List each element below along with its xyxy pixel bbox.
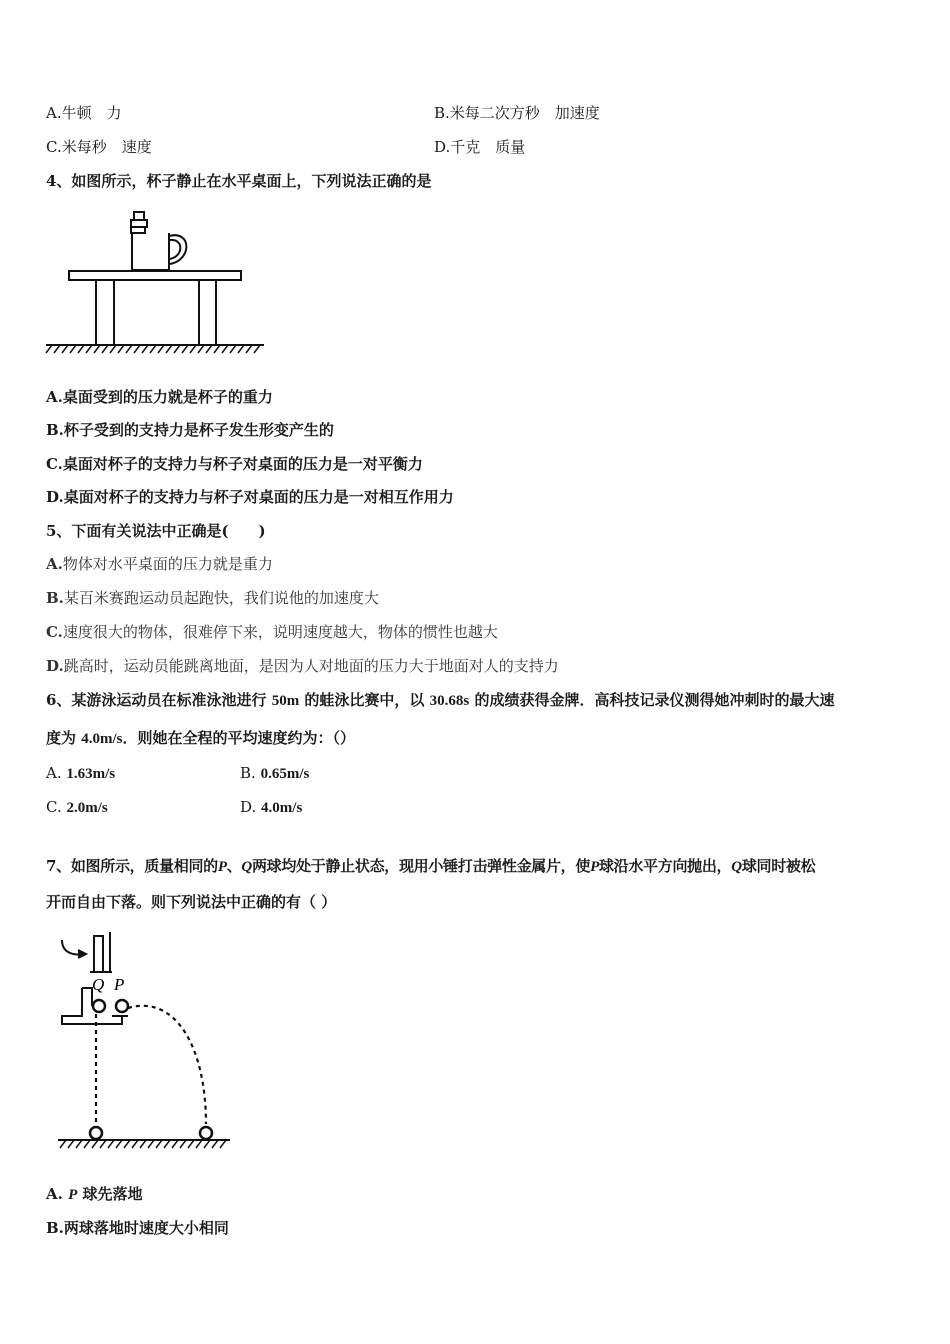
q6-option-d: [240, 797, 302, 818]
option-label: C.: [46, 138, 62, 156]
q6-option-a: [46, 763, 115, 784]
option-label: A.: [46, 104, 62, 122]
ball-p-label: P: [217, 859, 227, 875]
q7-option-a: [46, 1184, 143, 1205]
option-text: 牛顿 力: [61, 104, 122, 122]
option-text: 0.65m/s: [260, 766, 310, 782]
option-text: 桌面对杯子的支持力与杯子对桌面的压力是一对平衡力: [62, 455, 423, 473]
stem-text: 球沿水平方向抛出，: [598, 857, 732, 875]
option-text: 4.0m/s: [261, 800, 303, 816]
q5-stem: 5、下面有关说法中正确是( ): [46, 522, 266, 540]
q7-stem-line1: [46, 856, 815, 877]
option-text: 千克 质量: [450, 138, 526, 156]
option-text: 跳高时，运动员能跳离地面，是因为人对地面的压力大于地面对人的支持力: [63, 657, 559, 675]
q3-option-d: [434, 137, 525, 157]
option-label: D.: [434, 138, 451, 156]
option-label: B.: [46, 589, 64, 607]
stem-text: 、: [226, 857, 242, 875]
cup-on-table-figure: [44, 208, 268, 358]
option-text: 两球落地时速度大小相同: [63, 1219, 229, 1237]
stem-text: 度为: [46, 729, 77, 747]
q5-option-b: [46, 588, 379, 608]
option-label: C.: [46, 623, 63, 641]
option-label: C.: [46, 455, 63, 473]
q3-option-a: [46, 103, 122, 123]
stem-text: 的成绩获得金牌．高科技记录仪测得她冲刺时的最大速: [474, 691, 835, 709]
table-icon: [69, 271, 241, 345]
ground-icon: [46, 345, 264, 353]
distance-value: 50m: [271, 693, 300, 709]
option-label: A.: [46, 555, 63, 573]
option-label: D.: [240, 798, 257, 816]
fig-label-q: Q: [92, 975, 105, 994]
option-label: A.: [46, 1185, 63, 1203]
stem-text: 6、某游泳运动员在标准泳池进行: [46, 691, 267, 709]
ball-q-label: Q: [241, 859, 252, 875]
stem-text: 球同时被松: [741, 857, 816, 875]
option-label: B.: [46, 1219, 64, 1237]
stem-text: 7、如图所示，质量相同的: [46, 857, 218, 875]
q4-option-d: [46, 487, 454, 507]
option-text: 球先落地: [82, 1185, 143, 1203]
option-text: 2.0m/s: [66, 800, 108, 816]
hammer-icon: [62, 932, 112, 972]
projectile-experiment-figure: [56, 928, 236, 1158]
option-text: 桌面受到的压力就是杯子的重力: [62, 388, 273, 406]
ball-q-label: Q: [731, 859, 742, 875]
q5-option-c: [46, 622, 498, 642]
q6-stem-line1: [46, 690, 835, 711]
q4-stem: 4、如图所示，杯子静止在水平桌面上，下列说法正确的是: [46, 172, 432, 190]
option-text: 某百米赛跑运动员起跑快，我们说他的加速度大: [63, 589, 379, 607]
q4-option-c: [46, 454, 423, 474]
option-text: 物体对水平桌面的压力就是重力: [62, 555, 273, 573]
option-label: D.: [46, 657, 64, 675]
q6-option-c: [46, 797, 108, 818]
stem-text: 的蛙泳比赛中，以: [304, 691, 425, 709]
q4-option-a: [46, 387, 273, 407]
option-label: C.: [46, 798, 62, 816]
q5-option-a: [46, 554, 273, 574]
option-text: 杯子受到的支持力是杯子发生形变产生的: [63, 421, 334, 439]
q6-stem-line2: [46, 728, 355, 749]
ball-p-label: P: [590, 859, 599, 875]
option-text: 米每二次方秒 加速度: [449, 104, 600, 122]
option-label: B.: [46, 421, 64, 439]
option-text: 1.63m/s: [66, 766, 116, 782]
option-label: B.: [240, 764, 256, 782]
option-label: A.: [46, 764, 62, 782]
q5-option-d: [46, 656, 559, 676]
option-label: D.: [46, 488, 64, 506]
q4-option-b: [46, 420, 334, 440]
q3-option-b: [434, 103, 600, 123]
stem-text: 两球均处于静止状态，现用小锤打击弹性金属片，使: [251, 857, 591, 875]
stem-text: 开而自由下落。则下列说法中正确的有（ ）: [46, 893, 337, 911]
ground-icon: [58, 1140, 230, 1148]
max-speed-value: 4.0m/s: [81, 731, 123, 747]
stem-text: ．则她在全程的平均速度约为：（）: [122, 729, 356, 747]
option-label: A.: [46, 388, 63, 406]
ball-q-icon: [93, 1000, 105, 1012]
option-text: 米每秒 速度: [61, 138, 152, 156]
cup-icon: [131, 212, 186, 270]
fig-label-p: P: [114, 975, 125, 994]
time-value: 30.68s: [429, 693, 470, 709]
ball-p-icon: [116, 1000, 128, 1012]
q3-option-c: [46, 137, 152, 157]
option-label: B.: [434, 104, 450, 122]
q7-stem-line2: [46, 892, 336, 912]
ball-p-label: P: [68, 1187, 78, 1203]
landed-balls-icon: [90, 1127, 212, 1139]
option-text: 速度很大的物体，很难停下来，说明速度越大，物体的惯性也越大: [62, 623, 498, 641]
q6-option-b: [240, 763, 309, 784]
option-text: 桌面对杯子的支持力与杯子对桌面的压力是一对相互作用力: [63, 488, 454, 506]
q7-option-b: [46, 1218, 229, 1238]
